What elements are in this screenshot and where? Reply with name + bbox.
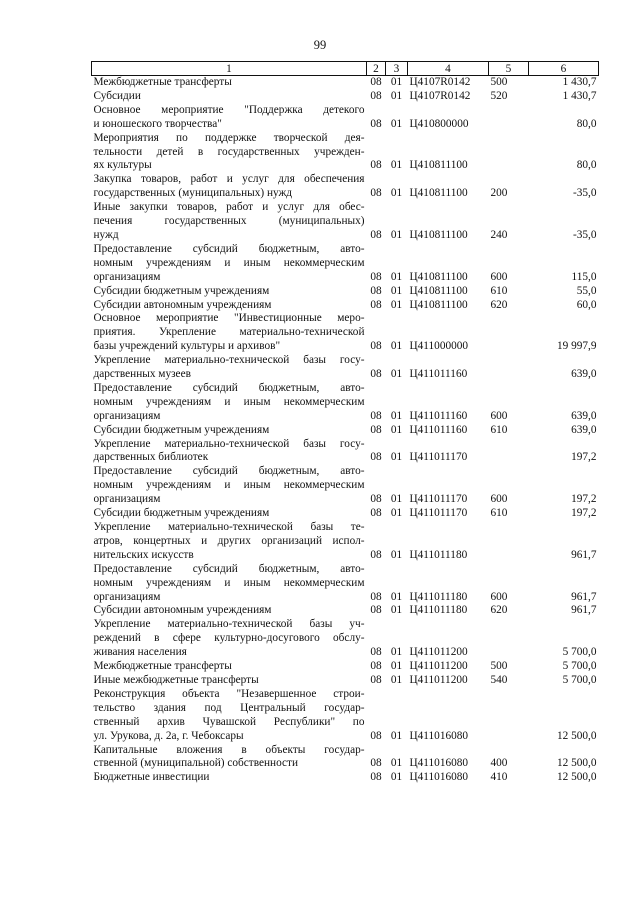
page-number: 99 xyxy=(313,38,327,52)
target-article-code: Ц411011170 xyxy=(409,451,468,464)
expense-type-code: 540 xyxy=(490,673,508,686)
table-row xyxy=(92,507,599,521)
row-description xyxy=(92,76,367,90)
target-article-code: Ц411011170 xyxy=(409,507,468,520)
description-line: Укрепление материально-технической базы госу- xyxy=(93,354,365,367)
expense-type-code: 600 xyxy=(490,590,508,603)
subsection-code: 01 xyxy=(390,451,403,464)
row-description xyxy=(92,438,367,466)
budget-table xyxy=(91,61,599,785)
table-row xyxy=(92,201,599,243)
row-description xyxy=(92,618,367,660)
target-article-code: Ц411011200 xyxy=(409,673,468,686)
table-row xyxy=(92,76,599,90)
target-article-code: Ц411016080 xyxy=(409,771,469,784)
expense-type-code: 500 xyxy=(490,76,508,88)
row-description xyxy=(92,465,367,507)
expense-type-code: 620 xyxy=(490,298,508,311)
description-line: реждений в сфере культурно-досугового обслу- xyxy=(93,632,365,645)
description-line: Межбюджетные трансферты xyxy=(93,76,232,88)
row-description xyxy=(92,173,367,201)
description-line: нужд xyxy=(93,228,119,241)
expense-type-code: 610 xyxy=(490,423,508,436)
table-row xyxy=(92,618,599,660)
subsection-code: 01 xyxy=(390,89,403,102)
target-article-code: Ц411011160 xyxy=(409,368,468,381)
description-line: организациям xyxy=(93,590,161,603)
table-row xyxy=(92,674,599,688)
row-description xyxy=(92,744,367,772)
amount: 12 500,0 xyxy=(556,757,597,770)
section-code: 08 xyxy=(370,270,382,283)
description-line: организациям xyxy=(93,270,161,283)
amount: 80,0 xyxy=(576,159,597,172)
expense-type-code xyxy=(489,312,529,354)
expense-type-code: 600 xyxy=(490,270,508,283)
description-line: номным учреждениям и иным некоммерческим xyxy=(93,576,365,589)
section-code: 08 xyxy=(370,493,382,506)
target-article-code: Ц411011160 xyxy=(409,409,468,422)
expense-type-code: 600 xyxy=(490,409,508,422)
amount: 639,0 xyxy=(571,368,597,381)
expense-type-code: 500 xyxy=(490,660,508,673)
section-code: 08 xyxy=(370,729,382,742)
description-line: Иные закупки товаров, работ и услуг для обес- xyxy=(93,201,365,214)
description-line: ул. Урукова, д. 2а, г. Чебоксары xyxy=(93,729,244,742)
expense-type-code: 400 xyxy=(490,757,508,770)
table-row xyxy=(92,563,599,605)
section-code: 08 xyxy=(370,660,382,673)
row-description xyxy=(92,285,367,299)
subsection-code: 01 xyxy=(390,590,403,603)
table-row xyxy=(92,354,599,382)
subsection-code: 01 xyxy=(390,673,403,686)
header-col-1: 1 xyxy=(92,62,367,76)
expense-type-code xyxy=(489,104,529,132)
row-description xyxy=(92,243,367,285)
expense-type-code: 600 xyxy=(490,493,508,506)
amount: 5 700,0 xyxy=(562,660,597,673)
row-description xyxy=(92,312,367,354)
description-line: Капитальные вложения в объекты государ- xyxy=(93,743,365,756)
subsection-code: 01 xyxy=(390,270,403,283)
subsection-code: 01 xyxy=(390,757,403,770)
row-description xyxy=(92,382,367,424)
section-code: 08 xyxy=(370,548,382,561)
expense-type-code: 520 xyxy=(490,89,508,102)
amount: 115,0 xyxy=(571,270,597,283)
expense-type-code: 610 xyxy=(490,284,508,297)
subsection-code: 01 xyxy=(390,646,403,659)
description-line: дарственных библиотек xyxy=(93,451,209,464)
row-description xyxy=(92,424,367,438)
subsection-code: 01 xyxy=(390,117,403,130)
amount: 12 500,0 xyxy=(556,729,597,742)
description-line: Предоставление субсидий бюджетным, авто- xyxy=(93,242,365,255)
description-line: живания населения xyxy=(93,646,187,659)
table-row xyxy=(92,771,599,785)
amount: 197,2 xyxy=(571,493,597,506)
section-code: 08 xyxy=(370,771,382,784)
description-line: Укрепление материально-технической базы уч- xyxy=(93,618,365,631)
expense-type-code: 620 xyxy=(490,604,508,617)
header-col-5: 5 xyxy=(489,62,529,76)
section-code: 08 xyxy=(370,507,382,520)
subsection-code: 01 xyxy=(390,340,403,353)
description-line: Предоставление субсидий бюджетным, авто- xyxy=(93,465,365,478)
amount: 639,0 xyxy=(571,423,597,436)
description-line: тельности детей в государственных учрежден- xyxy=(93,145,365,158)
section-code: 08 xyxy=(370,368,382,381)
section-code: 08 xyxy=(370,451,382,464)
description-line: Мероприятия по поддержке творческой дея- xyxy=(93,131,365,144)
section-code: 08 xyxy=(370,757,382,770)
amount: 12 500,0 xyxy=(556,771,597,784)
table-row xyxy=(92,465,599,507)
description-line: Субсидии автономным учреждениям xyxy=(93,298,272,311)
description-line: Предоставление субсидий бюджетным, авто- xyxy=(93,381,365,394)
description-line: Межбюджетные трансферты xyxy=(93,660,232,673)
header-col-2: 2 xyxy=(367,62,386,76)
table-row xyxy=(92,132,599,174)
description-line: Основное мероприятие "Поддержка детекого xyxy=(93,103,365,116)
expense-type-code: 410 xyxy=(490,771,508,784)
table-row xyxy=(92,285,599,299)
amount: 961,7 xyxy=(571,604,597,617)
description-line: ственной (муниципальной) собственности xyxy=(93,757,299,770)
section-code: 08 xyxy=(370,409,382,422)
subsection-code: 01 xyxy=(390,284,403,297)
amount: 1 430,7 xyxy=(562,76,597,88)
section-code: 08 xyxy=(370,159,382,172)
target-article-code: Ц411011160 xyxy=(409,423,468,436)
expense-type-code: 610 xyxy=(490,507,508,520)
description-line: организациям xyxy=(93,493,161,506)
expense-type-code: 200 xyxy=(490,187,508,200)
row-description xyxy=(92,90,367,104)
row-description xyxy=(92,604,367,618)
subsection-code: 01 xyxy=(390,187,403,200)
expense-type-code xyxy=(489,618,529,660)
section-code: 08 xyxy=(370,590,382,603)
description-line: номным учреждениям и иным некоммерческим xyxy=(93,395,365,408)
target-article-code: Ц411011200 xyxy=(409,660,468,673)
row-description xyxy=(92,563,367,605)
amount: 639,0 xyxy=(571,409,597,422)
table-row xyxy=(92,299,599,313)
subsection-code: 01 xyxy=(390,548,403,561)
amount: 961,7 xyxy=(571,548,597,561)
description-line: тельство здания под Центральный государ- xyxy=(93,701,365,714)
target-article-code: Ц410811100 xyxy=(409,298,468,311)
table-row xyxy=(92,604,599,618)
table-row xyxy=(92,90,599,104)
description-line: Субсидии бюджетным учреждениям xyxy=(93,284,270,297)
subsection-code: 01 xyxy=(390,368,403,381)
section-code: 08 xyxy=(370,604,382,617)
header-col-4: 4 xyxy=(408,62,489,76)
amount: 961,7 xyxy=(571,590,597,603)
section-code: 08 xyxy=(370,187,382,200)
subsection-code: 01 xyxy=(390,604,403,617)
description-line: и юношеского творчества" xyxy=(93,117,222,130)
subsection-code: 01 xyxy=(390,771,403,784)
subsection-code: 01 xyxy=(390,493,403,506)
expense-type-code xyxy=(489,438,529,466)
header-col-6: 6 xyxy=(529,62,599,76)
description-line: Субсидии автономным учреждениям xyxy=(93,604,272,617)
target-article-code: Ц411016080 xyxy=(409,729,469,742)
subsection-code: 01 xyxy=(390,660,403,673)
description-line: ях культуры xyxy=(93,159,152,172)
amount: 19 997,9 xyxy=(556,340,597,353)
section-code: 08 xyxy=(370,89,382,102)
description-line: Субсидии xyxy=(93,89,141,102)
header-col-3: 3 xyxy=(386,62,408,76)
amount: -35,0 xyxy=(572,187,597,200)
table-row xyxy=(92,243,599,285)
row-description xyxy=(92,507,367,521)
expense-type-code xyxy=(489,354,529,382)
table-row xyxy=(92,382,599,424)
subsection-code: 01 xyxy=(390,507,403,520)
amount: 80,0 xyxy=(576,117,597,130)
subsection-code: 01 xyxy=(390,423,403,436)
expense-type-code xyxy=(489,521,529,563)
row-description xyxy=(92,674,367,688)
amount: 55,0 xyxy=(576,284,597,297)
section-code: 08 xyxy=(370,298,382,311)
description-line: Субсидии бюджетным учреждениям xyxy=(93,507,270,520)
description-line: Иные межбюджетные трансферты xyxy=(93,673,259,686)
description-line: Субсидии бюджетным учреждениям xyxy=(93,423,270,436)
row-description xyxy=(92,688,367,744)
target-article-code: Ц411011180 xyxy=(409,604,468,617)
description-line: Основное мероприятие "Инвестиционные меро- xyxy=(93,312,365,325)
description-line: номным учреждениям и иным некоммерческим xyxy=(93,479,365,492)
target-article-code: Ц410800000 xyxy=(409,117,469,130)
table-body xyxy=(92,76,599,786)
target-article-code: Ц4107R0142 xyxy=(409,89,471,102)
target-article-code: Ц4107R0142 xyxy=(409,76,471,88)
row-description xyxy=(92,132,367,174)
section-code: 08 xyxy=(370,646,382,659)
description-line: дарственных музеев xyxy=(93,368,191,381)
target-article-code: Ц411011200 xyxy=(409,646,468,659)
section-code: 08 xyxy=(370,284,382,297)
table-row xyxy=(92,744,599,772)
amount: 1 430,7 xyxy=(562,89,597,102)
table-row xyxy=(92,660,599,674)
table-row xyxy=(92,104,599,132)
amount: -35,0 xyxy=(572,228,597,241)
section-code: 08 xyxy=(370,340,382,353)
row-description xyxy=(92,660,367,674)
target-article-code: Ц411011180 xyxy=(409,548,468,561)
amount: 60,0 xyxy=(576,298,597,311)
row-description xyxy=(92,104,367,132)
description-line: Бюджетные инвестиции xyxy=(93,771,210,784)
table-row xyxy=(92,424,599,438)
amount: 197,2 xyxy=(571,451,597,464)
subsection-code: 01 xyxy=(390,228,403,241)
table-row xyxy=(92,312,599,354)
section-code: 08 xyxy=(370,673,382,686)
description-line: ственный архив Чувашской Республики" по xyxy=(93,715,365,728)
section-code: 08 xyxy=(370,228,382,241)
description-line: Закупка товаров, работ и услуг для обеспечения xyxy=(93,173,365,186)
row-description xyxy=(92,354,367,382)
description-line: нительских искусств xyxy=(93,548,194,561)
target-article-code: Ц410811100 xyxy=(409,228,468,241)
target-article-code: Ц410811100 xyxy=(409,284,468,297)
target-article-code: Ц410811100 xyxy=(409,159,468,172)
target-article-code: Ц411000000 xyxy=(409,340,469,353)
subsection-code: 01 xyxy=(390,298,403,311)
section-code: 08 xyxy=(370,117,382,130)
description-line: приятия. Укрепление материально-технической xyxy=(93,326,365,339)
target-article-code: Ц411016080 xyxy=(409,757,469,770)
row-description xyxy=(92,299,367,313)
expense-type-code xyxy=(489,132,529,174)
table-row xyxy=(92,438,599,466)
description-line: Предоставление субсидий бюджетным, авто- xyxy=(93,562,365,575)
description-line: атров, концертных и других организаций испол- xyxy=(93,534,365,547)
amount: 5 700,0 xyxy=(562,646,597,659)
description-line: Реконструкция объекта "Незавершенное строи- xyxy=(93,687,365,700)
description-line: государственных (муниципальных) нужд xyxy=(93,187,293,200)
target-article-code: Ц410811100 xyxy=(409,187,468,200)
description-line: Укрепление материально-технической базы те- xyxy=(93,521,365,533)
header-row xyxy=(92,62,599,76)
row-description xyxy=(92,771,367,785)
description-line: печения государственных (муниципальных) xyxy=(93,215,365,228)
section-code: 08 xyxy=(370,76,382,88)
table-row xyxy=(92,521,599,563)
section-code: 08 xyxy=(370,423,382,436)
amount: 5 700,0 xyxy=(562,673,597,686)
description-line: номным учреждениям и иным некоммерческим xyxy=(93,256,365,269)
subsection-code: 01 xyxy=(390,159,403,172)
description-line: Укрепление материально-технической базы госу- xyxy=(93,437,365,450)
target-article-code: Ц411011180 xyxy=(409,590,468,603)
row-description xyxy=(92,521,367,563)
target-article-code: Ц410811100 xyxy=(409,270,468,283)
description-line: организациям xyxy=(93,409,161,422)
description-line: базы учреждений культуры и архивов" xyxy=(93,340,281,353)
subsection-code: 01 xyxy=(390,729,403,742)
subsection-code: 01 xyxy=(390,409,403,422)
row-description xyxy=(92,201,367,243)
subsection-code: 01 xyxy=(390,76,403,88)
expense-type-code xyxy=(489,688,529,744)
table-row xyxy=(92,688,599,744)
expense-type-code: 240 xyxy=(490,228,508,241)
amount: 197,2 xyxy=(571,507,597,520)
table-row xyxy=(92,173,599,201)
target-article-code: Ц411011170 xyxy=(409,493,468,506)
